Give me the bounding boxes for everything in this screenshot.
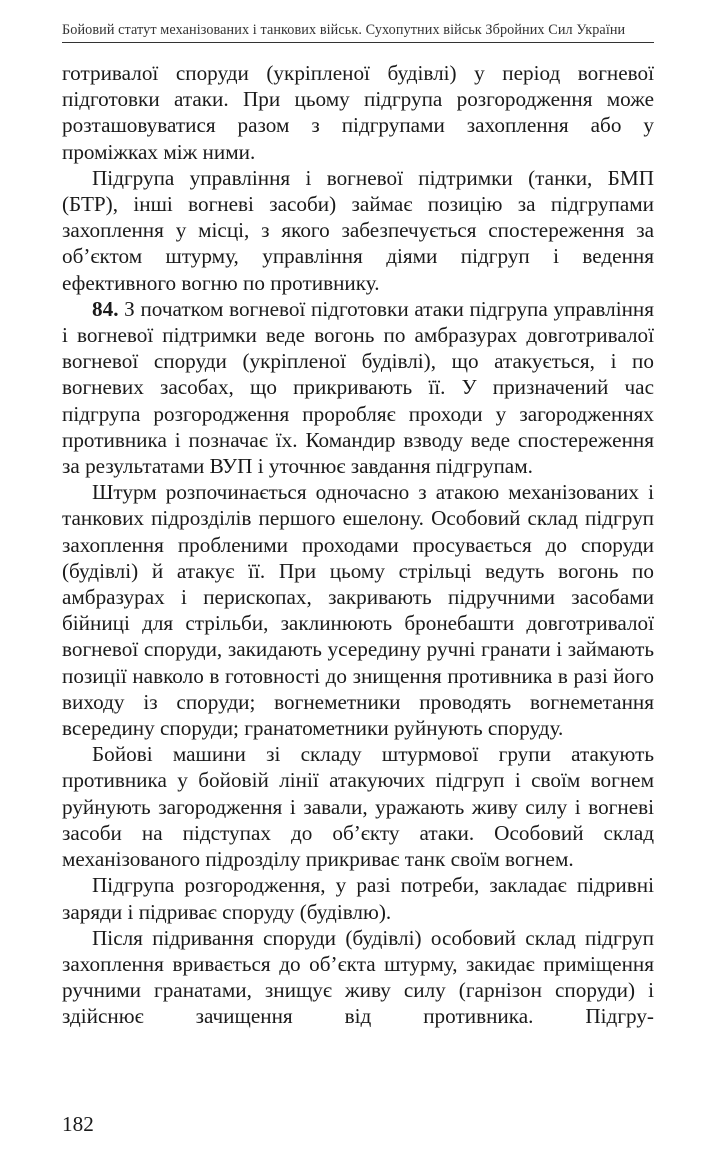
paragraph-text: Підгрупа управління і вогневої підтримки (танки, БМП (БТР), інші вогневі засоби) займає позицію за підгрупами захоплення у місці, з якого забезпечується спостереження за об’єктом штурму, управління діями підгруп і ведення ефективного вогню по противнику. (62, 165, 654, 295)
paragraph-text: Після підривання споруди (будівлі) особовий склад підгруп захоплення вривається до об’єкта штурму, закидає приміщення ручними гранатами, знищує живу силу (гарнізон споруди) і здійснює зачищення від противника. Підгру- (62, 925, 654, 1029)
paragraph-article-84 (62, 296, 654, 479)
paragraph (62, 872, 654, 924)
running-header: Бойовий статут механізованих і танкових військ. Сухопутних військ Збройних Сил України (62, 22, 626, 38)
paragraph-text: З початком вогневої підготовки атаки підгрупа управління і вогневої підтримки веде вогонь по амбразурах довготривалої вогневої споруди (укріпленої будівлі), що атакується, і по вогневих засобах, що прикривають її. У призначений час підгрупа розгородження проробляє проходи у загородженнях противника і позначає їх. Командир взводу веде спостереження за результатами ВУП і уточнює завдання підгрупам. (62, 296, 655, 479)
header-divider (62, 42, 654, 43)
paragraph-text: Підгрупа розгородження, у разі потреби, закладає підривні заряди і підриває споруду (будівлю). (62, 873, 654, 924)
paragraph (62, 925, 654, 1030)
paragraph (62, 479, 654, 741)
paragraph (62, 165, 654, 296)
paragraph-text: готривалої споруди (укріпленої будівлі) у період вогневої підготовки атаки. При цьому підгрупа розгородження може розташовуватися разом з підгрупами захоплення або у проміжках між ними. (62, 61, 654, 164)
page-number: 182 (62, 1112, 94, 1136)
paragraph-text: Штурм розпочинається одночасно з атакою механізованих і танкових підрозділів першого ешелону. Особовий склад підгруп захоплення пробленими проходами просувається до споруди (будівлі) й атакує її. При цьому стрільці ведуть вогонь по амбразурах і перископах, закривають підручними засобами бійниці для стрільби, заклинюють бронебашти довготривалої вогневої споруди, закидають усередину ручні гранати і займають позиції навколо в готовності до знищення противника в разі його виходу із споруди; вогнеметники проводять вогнеметання всередину споруди; гранатометники руйнують споруду. (62, 480, 654, 741)
article-number: 84. (92, 296, 119, 321)
page-body (62, 60, 654, 1030)
paragraph (62, 741, 654, 872)
paragraph-text: Бойові машини зі складу штурмової групи атакують противника у бойовій лінії атакуючих підгруп і своїм вогнем руйнують загородження і завали, уражають живу силу і вогневі засоби на підступах до об’єкту атаки. Особовий склад механізованого підрозділу прикриває танк своїм вогнем. (62, 742, 654, 872)
paragraph-continued (62, 60, 654, 165)
